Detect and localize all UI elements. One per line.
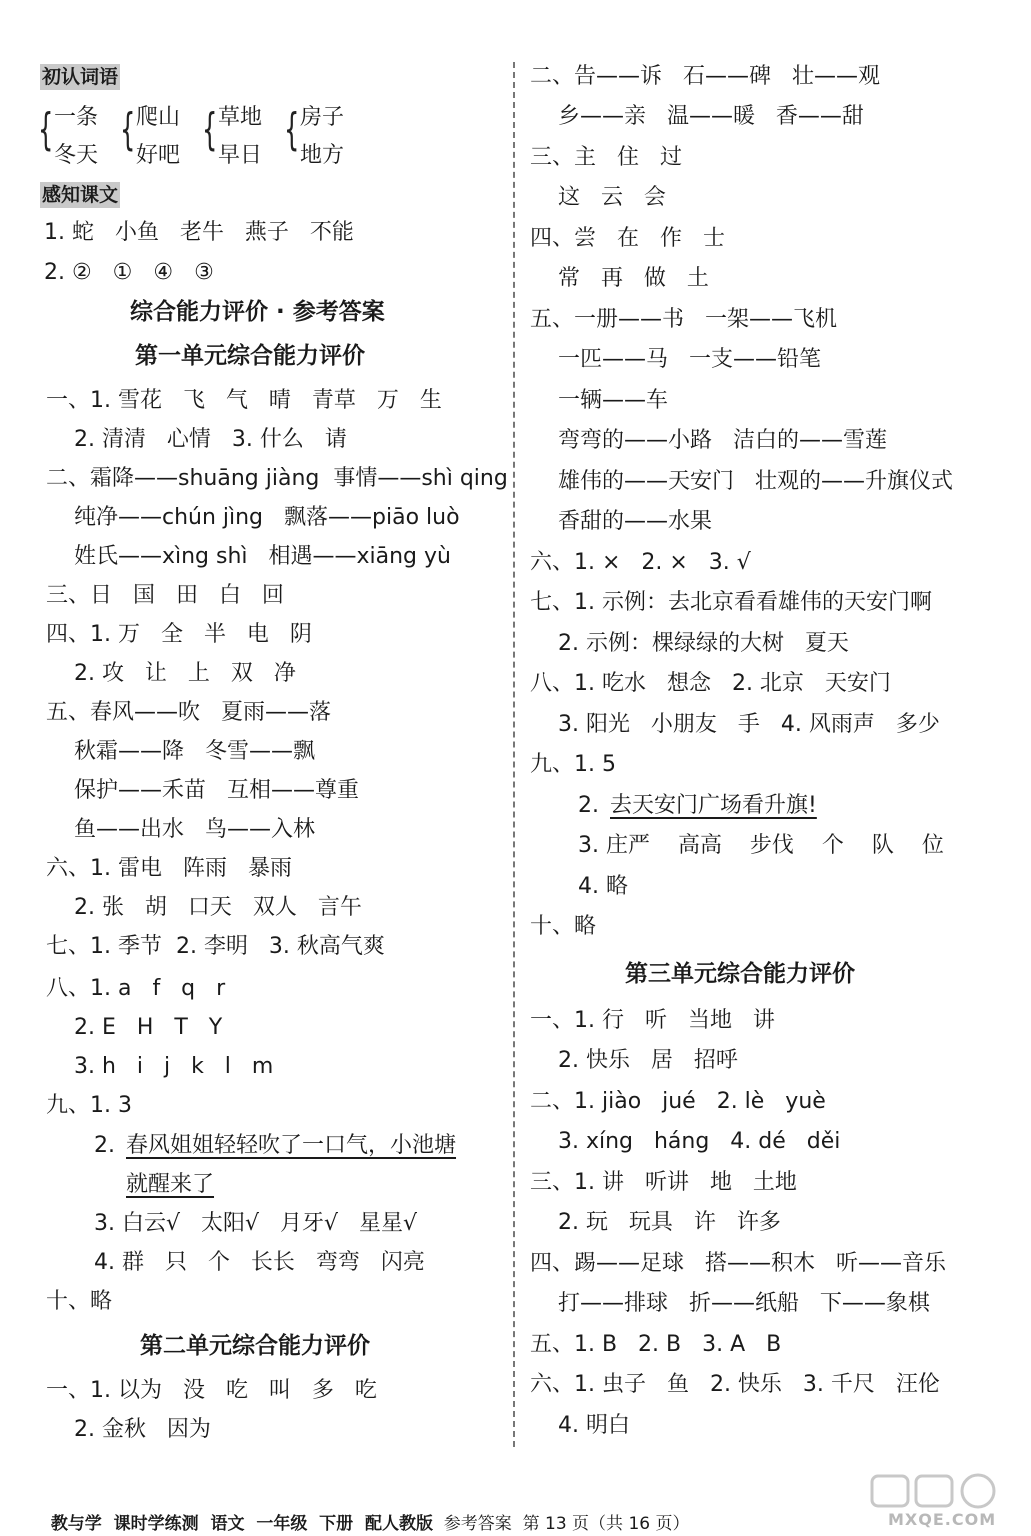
answer-line: 三、日 国 田 白 回 bbox=[46, 583, 284, 608]
underlined-sentence: 去天安门广场看升旗! bbox=[610, 793, 817, 818]
answer-line: 一、1. 行 听 当地 讲 bbox=[530, 1008, 775, 1033]
answer-line: 1. 蛇 小鱼 老牛 燕子 不能 bbox=[44, 220, 354, 245]
answer-line: 4. 略 bbox=[578, 874, 628, 899]
answer-line: 2. 金秋 因为 bbox=[46, 1417, 211, 1442]
answer-line: 2. 张 胡 口天 双人 言午 bbox=[46, 895, 362, 920]
unit3-title: 第三单元综合能力评价 bbox=[625, 961, 855, 987]
answer-line: 3. h i j k l m bbox=[46, 1054, 274, 1079]
answer-line: 二、1. jiào jué 2. lè yuè bbox=[530, 1089, 826, 1114]
answer-line: 四、踢——足球 搭——积木 听——音乐 bbox=[530, 1251, 946, 1276]
answer-line: 六、1. × 2. × 3. √ bbox=[530, 550, 751, 575]
answer-line: 二、告——诉 石——碑 壮——观 bbox=[530, 64, 880, 89]
unit1-title: 第一单元综合能力评价 bbox=[135, 343, 365, 369]
answer-line: 四、1. 万 全 半 电 阴 bbox=[46, 622, 312, 647]
word: 冬天 bbox=[54, 143, 99, 168]
answer-line: 雄伟的——天安门 壮观的——升旗仪式 bbox=[530, 469, 953, 494]
answer-line: 2. 攻 让 上 双 净 bbox=[46, 661, 296, 686]
answer-line: 七、1. 示例：去北京看看雄伟的天安门啊 bbox=[530, 590, 932, 615]
answer-line: 五、春风——吹 夏雨——落 bbox=[46, 700, 331, 725]
word: 地方 bbox=[300, 143, 345, 168]
brace-2: { bbox=[120, 104, 136, 155]
underlined-sentence: 就醒来了 bbox=[126, 1172, 215, 1197]
footer-brand: 教与学 课时学练测 语文 一年级 下册 配人教版 bbox=[50, 1514, 433, 1534]
answer-line: 一匹——马 一支——铅笔 bbox=[530, 347, 821, 372]
answer-line: 六、1. 雷电 阵雨 暴雨 bbox=[46, 856, 292, 881]
answer-line: 鱼——出水 鸟——入林 bbox=[46, 817, 315, 842]
watermark-icon bbox=[868, 1472, 1008, 1512]
word: 房子 bbox=[300, 105, 345, 130]
answer-prefix: 2. bbox=[578, 793, 606, 818]
answer-line: 3. 白云√ 太阳√ 月牙√ 星星√ bbox=[94, 1211, 417, 1236]
answer-line: 姓氏——xìng shì 相遇——xiāng yù bbox=[46, 544, 451, 569]
answer-line: 三、1. 讲 听讲 地 土地 bbox=[530, 1170, 797, 1195]
answer-line: 二、霜降——shuāng jiàng 事情——shì qing bbox=[46, 466, 508, 491]
answer-line: 2. ② ① ④ ③ bbox=[44, 260, 214, 285]
answer-line: 香甜的——水果 bbox=[530, 509, 712, 534]
answer-line: 九、1. 5 bbox=[530, 752, 616, 777]
answer-line: 一、1. 雪花 飞 气 晴 青草 万 生 bbox=[46, 388, 442, 413]
word: 草地 bbox=[218, 105, 263, 130]
answer-line: 2. 清清 心情 3. 什么 请 bbox=[46, 427, 347, 452]
section-label-chuyin: 初认词语 bbox=[42, 66, 119, 88]
answer-line: 4. 明白 bbox=[530, 1413, 630, 1438]
answer-line: 一辆——车 bbox=[530, 388, 668, 413]
answer-line: 一、1. 以为 没 吃 叫 多 吃 bbox=[46, 1378, 377, 1403]
word: 爬山 bbox=[136, 105, 181, 130]
answer-line: 2. 示例：棵绿绿的大树 夏天 bbox=[530, 631, 849, 656]
unit2-title: 第二单元综合能力评价 bbox=[140, 1333, 370, 1359]
answer-line: 秋霜——降 冬雪——飘 bbox=[46, 739, 315, 764]
answer-line: 七、1. 季节 2. 李明 3. 秋高气爽 bbox=[46, 934, 385, 959]
answer-line: 这 云 会 bbox=[530, 185, 666, 210]
main-title: 综合能力评价 · 参考答案 bbox=[130, 299, 385, 325]
answer-line: 2. E H T Y bbox=[46, 1015, 223, 1040]
answer-line: 2. 快乐 居 招呼 bbox=[530, 1048, 738, 1073]
answer-line: 四、尝 在 作 士 bbox=[530, 226, 725, 251]
footer-page-label: 参考答案 第 13 页（共 16 页） bbox=[433, 1514, 690, 1534]
underlined-sentence: 春风姐姐轻轻吹了一口气，小池塘 bbox=[126, 1133, 457, 1158]
answer-prefix: 2. bbox=[94, 1133, 122, 1158]
answer-line: 2. 玩 玩具 许 许多 bbox=[530, 1210, 781, 1235]
answer-line: 3. 阳光 小朋友 手 4. 风雨声 多少 bbox=[530, 712, 940, 737]
watermark-text: MXQE.COM bbox=[888, 1510, 997, 1529]
page-footer bbox=[40, 1488, 690, 1536]
answer-line: 三、主 住 过 bbox=[530, 145, 682, 170]
word: 早日 bbox=[218, 143, 263, 168]
answer-line: 保护——禾苗 互相——尊重 bbox=[46, 778, 359, 803]
brace-1: { bbox=[38, 104, 54, 155]
word: 好吧 bbox=[136, 143, 181, 168]
answer-line: 十、略 bbox=[530, 914, 597, 939]
answer-line: 乡——亲 温——暖 香——甜 bbox=[530, 104, 864, 129]
answer-line: 打——排球 折——纸船 下——象棋 bbox=[530, 1291, 930, 1316]
watermark-logo bbox=[868, 1472, 1008, 1532]
brace-3: { bbox=[202, 104, 218, 155]
answer-line: 八、1. a f q r bbox=[46, 976, 226, 1001]
word: 一条 bbox=[54, 105, 99, 130]
answer-line: 3. 庄严 高高 步伐 个 队 位 bbox=[578, 833, 944, 858]
column-divider bbox=[513, 62, 515, 1447]
answer-line: 十、略 bbox=[46, 1289, 113, 1314]
answer-line: 五、一册——书 一架——飞机 bbox=[530, 307, 837, 332]
answer-line: 六、1. 虫子 鱼 2. 快乐 3. 千尺 汪伦 bbox=[530, 1372, 940, 1397]
answer-line: 九、1. 3 bbox=[46, 1093, 132, 1118]
answer-line: 八、1. 吃水 想念 2. 北京 天安门 bbox=[530, 671, 891, 696]
answer-line: 纯净——chún jìng 飘落——piāo luò bbox=[46, 505, 460, 530]
answer-line: 常 再 做 土 bbox=[530, 266, 709, 291]
answer-line: 3. xíng háng 4. dé děi bbox=[530, 1129, 841, 1154]
answer-line: 五、1. B 2. B 3. A B bbox=[530, 1332, 782, 1357]
section-label-ganzhi: 感知课文 bbox=[42, 184, 119, 206]
answer-line: 4. 群 只 个 长长 弯弯 闪亮 bbox=[94, 1250, 425, 1275]
brace-4: { bbox=[284, 104, 300, 155]
answer-line: 弯弯的——小路 洁白的——雪莲 bbox=[530, 428, 887, 453]
